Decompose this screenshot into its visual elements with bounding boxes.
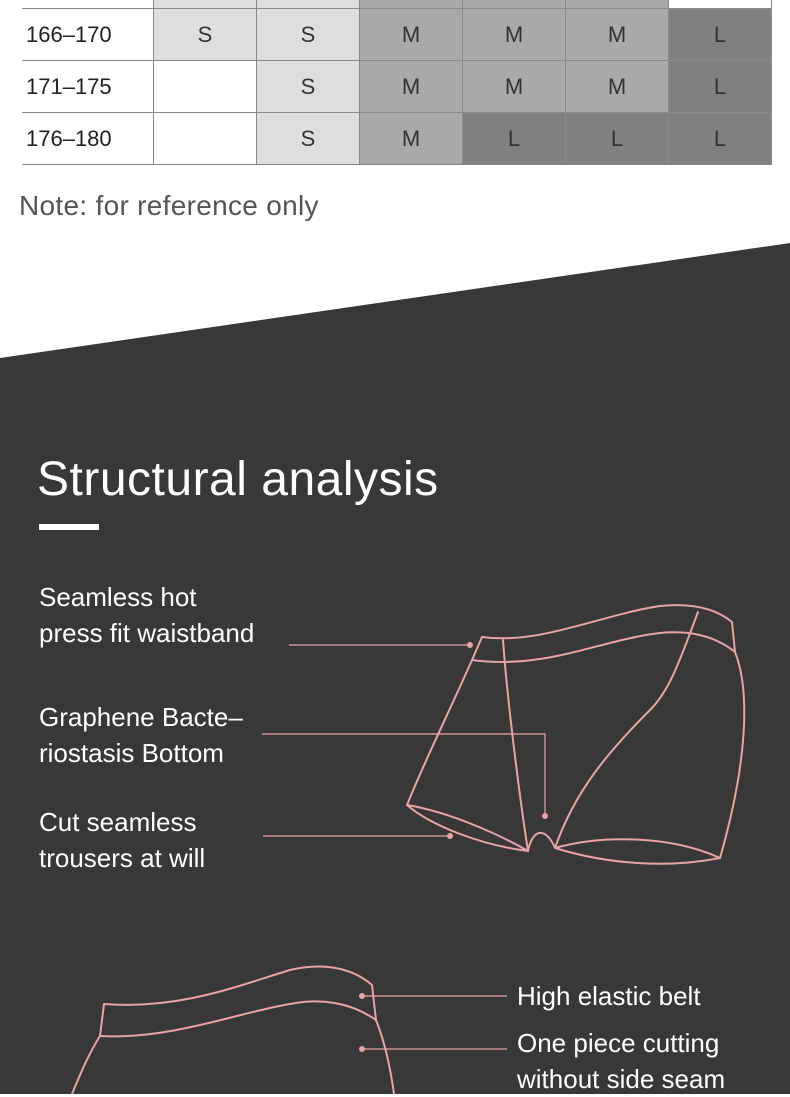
callout-bottom (39, 699, 243, 771)
size-cell: L (669, 61, 772, 113)
size-cell: S (257, 61, 360, 113)
callout-line-2: press fit waistband (39, 618, 255, 648)
size-cell: M (566, 61, 669, 113)
size-cell: S (257, 113, 360, 165)
callout-trousers (39, 804, 205, 876)
size-cell: M (360, 9, 463, 61)
size-cell: M (463, 9, 566, 61)
size-cell: M (566, 9, 669, 61)
size-cell: L (669, 9, 772, 61)
size-cell: M (360, 61, 463, 113)
size-cell: M (360, 113, 463, 165)
size-cell: L (463, 113, 566, 165)
callout-belt (517, 978, 701, 1014)
callout-line-2: riostasis Bottom (39, 738, 224, 768)
size-cell: M (463, 61, 566, 113)
callout-line-2: without side seam (517, 1064, 726, 1094)
height-range-cell: 171–175 (22, 61, 154, 113)
title-underline (39, 524, 99, 530)
size-cell: S (257, 9, 360, 61)
callout-line-1: Graphene Bacte– (39, 702, 243, 732)
size-cell: S (154, 9, 257, 61)
callout-line-2: trousers at will (39, 843, 206, 873)
dark-slanted-panel (0, 243, 790, 1094)
section-title: Structural analysis (37, 453, 439, 506)
callout-cutting (517, 1025, 725, 1097)
callout-line-1: One piece cutting (517, 1028, 720, 1058)
callout-waistband (39, 579, 254, 651)
callout-line-1: High elastic belt (517, 981, 701, 1011)
height-range-cell: 176–180 (22, 113, 154, 165)
callout-line-1: Seamless hot (39, 582, 197, 612)
height-range-cell: 166–170 (22, 9, 154, 61)
reference-note: Note: for reference only (19, 190, 319, 221)
callout-line-1: Cut seamless (39, 807, 197, 837)
size-cell: L (566, 113, 669, 165)
size-cell: L (669, 113, 772, 165)
